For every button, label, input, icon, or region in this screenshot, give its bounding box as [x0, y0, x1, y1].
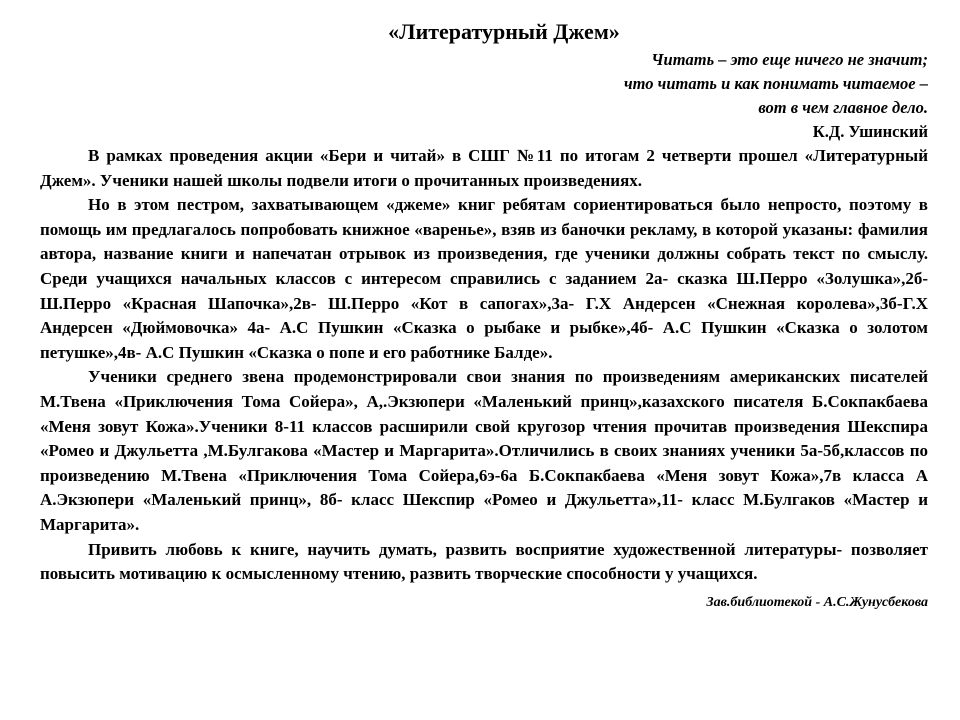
epigraph-line: что читать и как понимать читаемое – [624, 74, 928, 93]
signature: Зав.библиотекой - А.С.Жунусбекова [706, 594, 928, 610]
paragraph: В рамках проведения акции «Бери и читай» в СШГ №11 по итогам 2 четверти прошел «Литературный Джем». Ученики нашей школы подвели итоги о прочитанных произведениях. [40, 146, 928, 190]
document-title: «Литературный Джем» [388, 19, 620, 44]
paragraph: Но в этом пестром, захватывающем «джеме» книг ребятам сориентироваться было непросто, поэтому в помощь им предлагалось попробовать книжное «варенье», взяв из баночки рекламу, в которой указаны: фамилия автора, название книги и напечатан отрывок из произведения, где ученики должны собрать текст по смыслу. Среди учащихся начальных классов с интересом справились с заданием 2а- сказка Ш.Перро «Золушка»,2б- Ш.Перро «Красная Шапочка»,2в- Ш.Перро «Кот в сапогах»,3а- Г.Х Андерсен «Снежная королева»,3б-Г.Х Андерсен «Дюймовочка» 4а- А.С Пушкин «Сказка о рыбаке и рыбке»,4б- А.С Пушкин «Сказка о золотом петушке»,4в- А.С Пушкин «Сказка о попе и его работнике Балде». [40, 195, 928, 362]
document-page [40, 14, 928, 714]
epigraph-author: К.Д. Ушинский [812, 122, 928, 141]
epigraph-line: вот в чем главное дело. [758, 98, 928, 117]
epigraph-line: Читать – это еще ничего не значит; [651, 50, 928, 69]
paragraph: Привить любовь к книге, научить думать, развить восприятие художественной литературы- позволяет повысить мотивацию к осмысленному чтению, развить творческие способности у учащихся. [40, 539, 928, 584]
paragraph: Ученики среднего звена продемонстрировали свои знания по произведениям американских писателей М.Твена «Приключения Тома Сойера», А,.Экзюпери «Маленький принц»,казахского писателя Б.Сокпакбаева «Меня зовут Кожа».Ученики 8-11 классов расширили свой кругозор чтения прочитав произведения Шекспира «Ромео и Джульетта ,М.Булгакова «Мастер и Маргарита».Отличились в своих знаниях ученики 5а-5б,классов по произведению М.Твена «Приключения Тома Сойера,6э-6а Б.Сокпакбаева «Меня зовут Кожа»,7в класса А А.Экзюпери «Маленький принц», 8б- класс Шекспир «Ромео и Джульетта»,11- класс М.Булгаков «Мастер и Маргарита». [40, 367, 928, 534]
epigraph [40, 48, 928, 120]
article-body [40, 144, 928, 587]
